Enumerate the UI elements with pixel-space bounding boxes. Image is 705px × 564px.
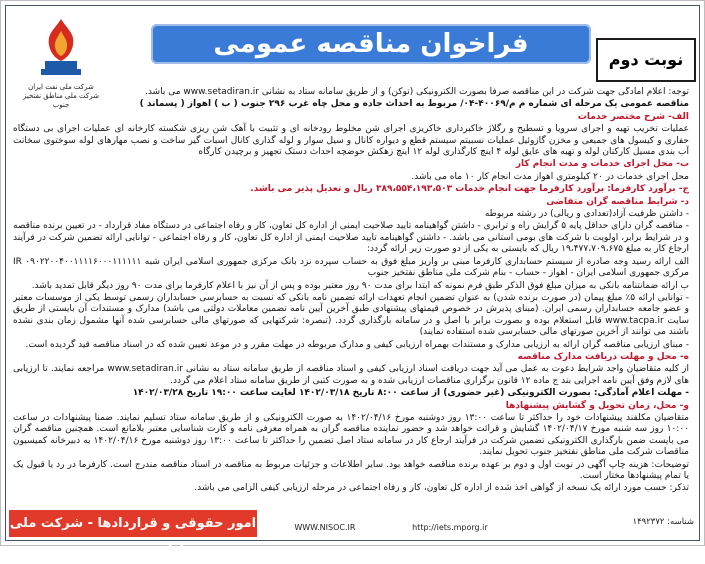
intro-line-2: مناقصه عمومی یک مرحله ای شماره م م/۴۰۰۶۹-۰۴/ مربوط به احداث جاده و محل چاه غرب ۲۹۶ جنوب ( ب ) اهواز ( پسماند ) <box>139 99 689 110</box>
section-b-heading: ب- محل اجرای خدمات و مدت انجام کار <box>515 159 689 170</box>
section-a-heading: الف- شرح مختصر خدمات <box>577 111 689 122</box>
footer-brand: امور حقوقی و قراردادها - شرکت ملی مناطق نفتخیز جنوب <box>9 516 257 558</box>
section-h-text: از کلیه متقاضیان واجد شرایط دعوت به عمل می آید جهت دریافت اسناد ارزیابی کیفی و اسناد مناقصه از طریق سامانه ستاد به نشانی www.setadiran.ir مراجعه نمایند. تا ارزیابی های لازم وفق آیین نامه اجرایی بند ج ماده ۱۲ قانون برگزاری مناقصات ارزیابی شده و به صورت کتبی از طریق سامانه ستاد اعلام می گردد. <box>13 364 689 386</box>
logo-line-1: شرکت ملی نفت ایران <box>28 83 94 91</box>
notice-id: شناسه: ۱۴۹۲۳۷۲ <box>632 517 694 527</box>
nisoc-link[interactable]: WWW.NISOC.IR <box>294 523 356 532</box>
notice-body <box>13 87 689 497</box>
section-d-item-3: الف ارائه رسید وجه صادره از سیستم حسابداری کارفرما مبنی بر واریز مبلغ فوق به حساب سپرده نزد بانک مرکزی جمهوری اسلامی ایران شبه IR ۰۹۰۲۲۰۰۴۰۰۱۱۱۱۶۰۰۰۱۱۱۱۱۱ مرکزی جمهوری اسلامی ایران - اهواز - حساب - بنام شرکت ملی مناطق نفتخیز جنوب <box>13 256 689 279</box>
logo-line-2: شرکت ملی مناطق نفتخیز جنوب <box>22 92 99 109</box>
section-d-item-6: - مبنای ارزیابی مناقصه گران ارائه به ارزیابی مدارک و مستندات بهمراه ارزیابی کیفی و مدارک مربوطه در مهلت مقرر و در موعد تعیین شده که در اسناد مناقصه قید گردیده است. <box>25 339 689 350</box>
section-d-item-1: - داشتن ظرفیت آزاد(تعدادی و ریالی) در رشته مربوطه <box>484 209 689 220</box>
stage-badge: نوبت دوم <box>596 38 696 82</box>
section-d-item-2: - مناقصه گران دارای حداقل پایه ۵ گرایش راه و ترابری - داشتن گواهینامه تایید صلاحیت ایمنی از اداره کل تعاون، کار و رفاه اجتماعی در دستگاه مفاد قرارداد - در تعیین برنده مناقصه و در شرایط برابر، اولویت با شرکت های بومی استانی می باشد. - داشتن گواهینامه تایید صلاحیت ایمنی از اداره کل تعاون، کار و رفاه اجتماعی - توانایی ارائه تضمین شرکت در فرآیند ارجاع کار به مبلغ ۱۹،۴۷۷،۷۰۹،۶۷۵ ریال که بایستی به یکی از دو صورت زیر ارائه گردد: <box>13 221 689 255</box>
section-d-item-5: - توانایی ارائه ۵٪ مبلغ پیمان (در صورت برنده شدن) به عنوان تضمین انجام تعهدات ارائه تضمین نامه بانکی که نسبت به حسابرسی حسابداران رسمی توسط یکی از موسسات معتبر و عضو جامعه حسابداران رسمی ایران. (مبنای پذیرش در خصوص قیمتهای پیشنهادی طبق آخرین آیین نامه تضمین معاملات دولتی می باشد) مدارک و مستندات آن بایستی از طریق سایت www.tacpa.ir قابل استعلام بوده و بصورت برابر با اصل و در سامانه بارگذاری گردد. (تبصره: شرکتهایی که صورتهای مالی حسابرسی شده آنها مشمول زمان بندی نشده باشند می توانند از آخرین صورتهای مالی حسابرسی شده استفاده نمایند) <box>13 292 689 338</box>
intro-line-1: توجه: اعلام آمادگی جهت شرکت در این مناقصه صرفاً بصورت الکترونیکی (توکن) و از طریق سامانه ستاد به نشانی www.setadiran.ir می باشد. <box>144 87 689 97</box>
section-v-heading: و- محل، زمان تحویل و گشایش پیشنهادها <box>505 400 689 411</box>
section-h-heading: ه- محل و مهلت دریافت مدارک مناقصه <box>517 351 689 362</box>
iets-link[interactable]: http://iets.mporg.ir <box>412 523 488 532</box>
flame-logo-icon <box>19 15 103 79</box>
section-c-heading: ج- برآورد کارفرما: برآورد کارفرما جهت انجام خدمات ۳۸۹،۵۵۴،۱۹۳،۵۰۳ ریال و تعدیل پذیر می باشد. <box>250 184 689 195</box>
section-d-item-4: ب ارائه ضمانتنامه بانکی به میزان مبلغ فوق الذکر طبق فرم نمونه که ابتدا برای مدت ۹۰ روز معتبر بوده و پس از آن نیز با اعلام کارفرما برای مدت ۹۰ روز دیگر قابل تمدید باشد. <box>31 280 689 291</box>
footer-links <box>266 523 516 533</box>
section-b-text: محل اجرای خدمات در ۲۰ کیلومتری اهواز مدت انجام کار ۱۰ ماه می باشد. <box>411 171 689 182</box>
section-a-text: عملیات تخریب تهیه و اجرای سرویا و تسطیح و رگلاژ خاکبرداری خاکریزی اجرای شن مخلوط رودخانه ای و تثبیت با آهک شن ریزی شکسته کارخانه ای عملیات اجرای بی دستگاه حفاری و کیسول های جمبعی و مخزن گازوئیل عملیات نسبیتم سیستم قطع و دیواره کانال و سیل سوار و لوله گذاری کانال اسبات گیر ساخت و نصب مهارهای لوله سوختوی سخانت آب بندی مسیل کارکنان لوله و تهیه های عایق لوله ۴ اینچ کارگذاری لوله ۱۲ اینچ زهکش حوضچه احداث دستک تجهیز و برچیدن کارگاه <box>13 124 689 158</box>
section-h-deadline: - مهلت اعلام آمادگی: بصورت الکترونیکی (غیر حضوری) از ساعت ۸:۰۰ تاریخ ۱۴۰۲/۰۳/۱۸ لغایت ساعت ۱۹:۰۰ تاریخ ۱۴۰۲/۰۳/۲۸ <box>132 388 689 399</box>
section-v-end: تذکر: حسب مورد ارائه یک نسخه از گواهی اخذ شده از اداره کل تعاون، کار و رفاه اجتماعی در مرحله ارزیابی کیفی الزامی می باشد. <box>194 483 689 494</box>
section-v-more: توضیحات: هزینه چاپ آگهی در نوبت اول و دوم بر عهده برنده مناقصه خواهد بود. سایر اطلاعات و جزئیات مربوط به مناقصه در اسناد مناقصه مندرج است. کارفرما در رد یا قبول یک یا تمام پیشنهادها مختار است. <box>13 459 689 481</box>
section-v-text: متقاضیان مکلفند پیشنهادات خود را حداکثر تا ساعت ۱۳:۰۰ روز دوشنبه مورخ ۱۴۰۲/۰۴/۱۶ به صورت الکترونیکی و از طریق سامانه ستاد تسلیم نمایند. ضمنا پیشنهادات در ساعت ۱۰:۰۰ روز سه شنبه مورخ ۱۴۰۲/۰۴/۱۷ گشایش و قرائت خواهد شد و حضور نماینده مناقصه گران به همراه معرفی نامه و کارت شناسایی معتبر بلامانع است. همچنین مناقصه گران می بایست ضمن بارگذاری الکترونیکی تضمین شرکت در فرآیند ارجاع کار در سامانه ستاد اصل تضمین را حداکثر تا ساعت ۱۳:۰۰ روز دوشنبه مورخ ۱۴۰۲/۰۴/۱۶ به دبیرخانه کمیسیون مناقصات شرکت ملی مناطق نفتخیز جنوب تحویل نمایند. <box>13 412 689 458</box>
section-d-heading: د- شرایط مناقصه گران متقاضی <box>546 196 689 207</box>
page-title: فراخوان مناقصه عمومی <box>213 29 529 59</box>
